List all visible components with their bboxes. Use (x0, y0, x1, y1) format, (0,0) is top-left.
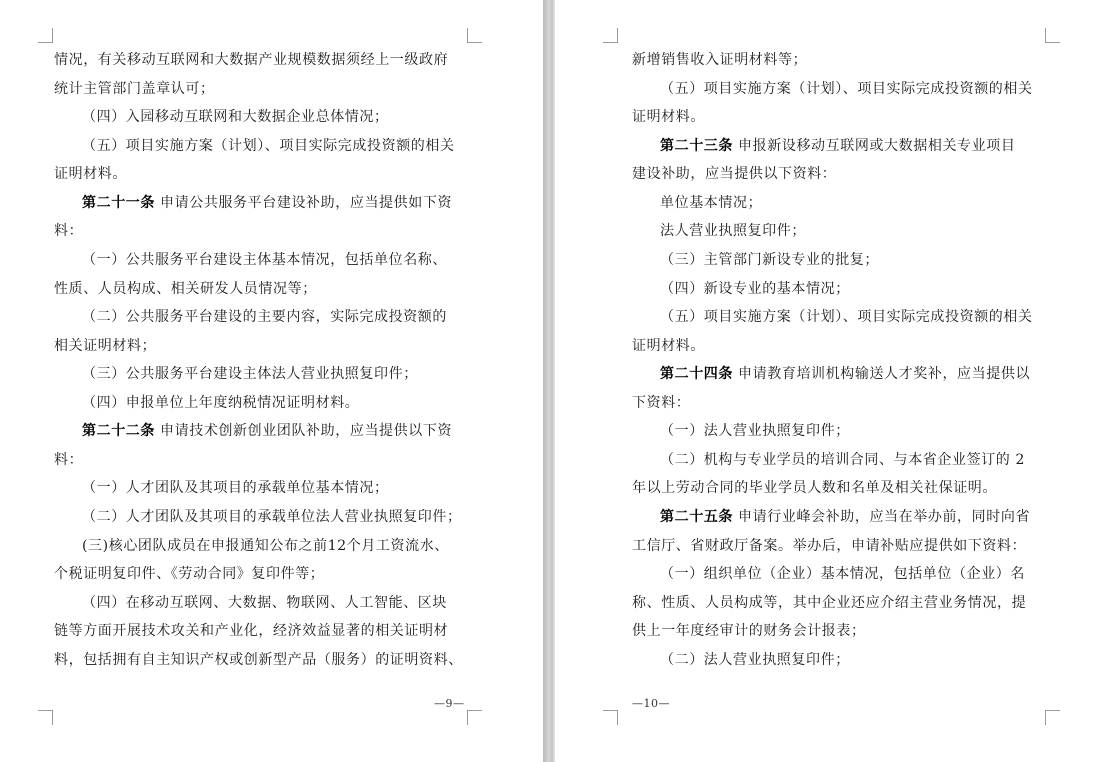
text-line: 下资料： (632, 395, 691, 411)
corner-mark-top-left (603, 28, 618, 43)
text-line: 年以上劳动合同的毕业学员人数和名单及相关社保证明。 (632, 480, 997, 496)
article-heading-line: 第二十二条 申请技术创新创业团队补助，应当提供以下资 (82, 423, 453, 439)
page-10 (555, 0, 1097, 762)
text-line: （五）项目实施方案（计划）、项目实际完成投资额的相关 (660, 309, 1033, 325)
article-heading-line: 第二十一条 申请公共服务平台建设补助，应当提供如下资 (82, 195, 453, 211)
corner-mark-top-left (38, 28, 53, 43)
text-line: 单位基本情况； (660, 195, 763, 211)
text-line: （四）申报单位上年度纳税情况证明材料。 (82, 395, 360, 411)
page-number: —10— (632, 697, 670, 710)
text-line: 相关证明材料； (54, 338, 157, 354)
text-line: （二）机构与专业学员的培训合同、与本省企业签订的 2 (660, 452, 1025, 468)
corner-mark-bottom-right (467, 710, 482, 725)
text-line: 工信厅、省财政厅备案。举办后，申请补贴应提供如下资料： (632, 538, 1027, 554)
corner-mark-bottom-left (38, 710, 53, 725)
page-9 (0, 0, 543, 762)
corner-mark-bottom-left (603, 710, 618, 725)
text-line: 建设补助，应当提供以下资料： (632, 166, 837, 182)
corner-mark-bottom-right (1045, 710, 1060, 725)
text-line: （一）人才团队及其项目的承载单位基本情况； (82, 480, 389, 496)
text-line: 法人营业执照复印件； (660, 223, 806, 239)
corner-mark-top-right (467, 28, 482, 43)
text-line: 料： (54, 452, 84, 468)
text-line: （三）主管部门新设专业的批复； (660, 252, 879, 268)
article-heading-line: 第二十三条 申报新设移动互联网或大数据相关专业项目 (660, 138, 1016, 154)
text-line: 料： (54, 223, 84, 239)
page-number: —9— (434, 697, 465, 710)
text-line: 性质、人员构成、相关研发人员情况等； (54, 281, 317, 297)
text-line: （三）公共服务平台建设主体法人营业执照复印件； (82, 366, 418, 382)
text-line: 个税证明复印件、《劳动合同》复印件等； (54, 566, 325, 582)
text-line: 证明材料。 (632, 338, 705, 354)
text-line: 新增销售收入证明材料等； (632, 52, 808, 68)
text-line: 情况，有关移动互联网和大数据产业规模数据须经上一级政府 (54, 52, 449, 68)
article-heading-line: 第二十四条 申请教育培训机构输送人才奖补，应当提供以 (660, 366, 1031, 382)
text-line: 统计主管部门盖章认可； (54, 81, 215, 97)
text-line: （一）组织单位（企业）基本情况，包括单位（企业）名 (660, 566, 1025, 582)
text-line: 供上一年度经审计的财务会计报表； (632, 623, 866, 639)
text-line: （五）项目实施方案（计划）、项目实际完成投资额的相关 (660, 81, 1033, 97)
text-line: 证明材料。 (54, 166, 127, 182)
text-line: （四）在移动互联网、大数据、物联网、人工智能、区块 (82, 595, 447, 611)
text-line: 证明材料。 (632, 109, 705, 125)
article-heading-line: 第二十五条 申请行业峰会补助，应当在举办前，同时向省 (660, 509, 1031, 525)
text-line: （五）项目实施方案（计划）、项目实际完成投资额的相关 (82, 138, 455, 154)
text-line: (三)核心团队成员在申报通知公布之前12个月工资流水、 (82, 538, 449, 554)
text-line: （二）法人营业执照复印件； (660, 652, 850, 668)
text-line: （二）公共服务平台建设的主要内容，实际完成投资额的 (82, 309, 447, 325)
corner-mark-top-right (1045, 28, 1060, 43)
text-line: （四）新设专业的基本情况； (660, 281, 850, 297)
text-line: 链等方面开展技术攻关和产业化，经济效益显著的相关证明材 (54, 623, 449, 639)
text-line: （一）法人营业执照复印件； (660, 423, 850, 439)
text-line: （四）入园移动互联网和大数据企业总体情况； (82, 109, 389, 125)
text-line: 料，包括拥有自主知识产权或创新型产品（服务）的证明资料、 (54, 652, 463, 668)
page-gutter (543, 0, 555, 762)
text-line: （二）人才团队及其项目的承载单位法人营业执照复印件； (82, 509, 462, 525)
text-line: （一）公共服务平台建设主体基本情况，包括单位名称、 (82, 252, 447, 268)
text-line: 称、性质、人员构成等，其中企业还应介绍主营业务情况，提 (632, 595, 1027, 611)
